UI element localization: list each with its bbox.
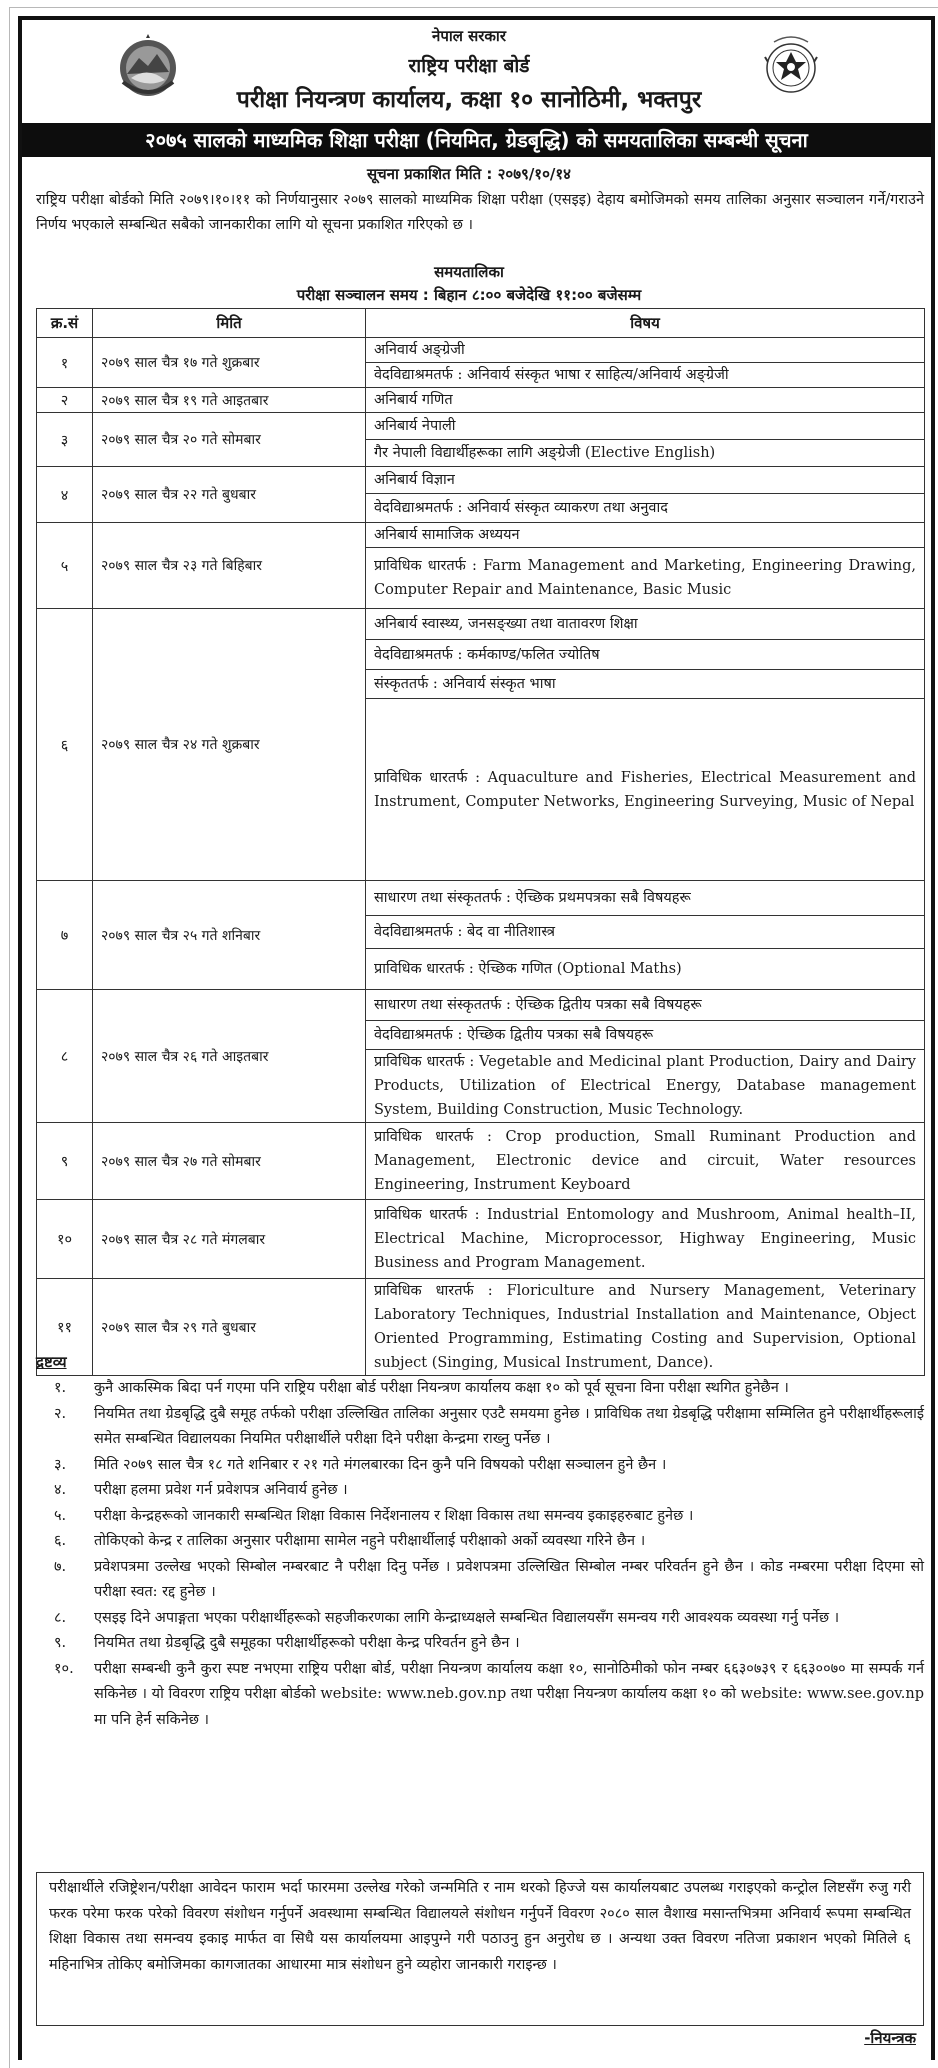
- exam-subject: वेदविद्याश्रमतर्फ : अनिवार्य संस्कृत भाषा र साहित्य/अनिवार्य अङ्ग्रेजी: [366, 363, 925, 388]
- exam-subject: प्राविधिक धारतर्फ : Farm Management and Marketing, Engineering Drawing, Computer Repair and Maintenance, Basic Music: [366, 548, 925, 609]
- note-text: मिति २०७९ साल चैत्र १८ गते शनिबार र २१ गते मंगलबारका दिन कुनै पनि विषयको परीक्षा सञ्चालन हुने छैन ।: [94, 1456, 667, 1473]
- serial-number: १: [37, 338, 93, 388]
- exam-date: २०७९ साल चैत्र २९ गते बुधबार: [93, 1279, 366, 1376]
- note-item: [36, 1453, 924, 1479]
- exam-subject: प्राविधिक धारतर्फ : Floriculture and Nursery Management, Veterinary Laboratory Techniques, Industrial Installation and Maintenance, Object Oriented Programming, Estimating Costing and Supervision, Optional subject (Singing, Musical Instrument, Dance).: [366, 1279, 925, 1376]
- note-item: [36, 1529, 924, 1555]
- serial-number: ९: [37, 1123, 93, 1200]
- note-item: [36, 1478, 924, 1504]
- exam-subject: वेदविद्याश्रमतर्फ : बेद वा नीतिशास्त्र: [366, 916, 925, 949]
- note-text: परीक्षा हलमा प्रवेश गर्न प्रवेशपत्र अनिवार्य हुनेछ ।: [94, 1482, 348, 1498]
- serial-number: ५: [37, 523, 93, 609]
- note-text: परीक्षा सम्बन्धी कुनै कुरा स्पष्ट नभएमा राष्ट्रिय परीक्षा बोर्ड, परीक्षा नियन्त्रण कार्यालय कक्षा १०, सानोठिमीको फोन नम्बर ६६३०७३९ र ६६३००७० मा सम्पर्क गर्न सकिनेछ । यो विवरण राष्ट्रिय परीक्षा बोर्डको website: www.neb.gov.np तथा परीक्षा नियन्त्रण कार्यालय कक्षा १० को website: www.see.gov.np मा पनि हेर्न सकिनेछ ।: [94, 1660, 924, 1728]
- note-number: ९.: [54, 1635, 67, 1651]
- note-item: [36, 1376, 924, 1402]
- table-row: [37, 990, 925, 1021]
- note-text: एसइइ दिने अपाङ्गता भएका परीक्षार्थीहरूको सहजीकरणका लागि केन्द्राध्यक्षले सम्बन्धित विद्यालयसँग समन्वय गरी आवश्यक व्यवस्था गर्नु पर्नेछ ।: [94, 1609, 840, 1626]
- correction-notice-box: परीक्षार्थीले रजिष्ट्रेशन/परीक्षा आवेदन फाराम भर्दा फारममा उल्लेख गरेको जन्ममिति र नाम थरको हिज्जे यस कार्यालयबाट उपलब्ध गराइएको कन्ट्रोल लिष्टसँग रुजु गरी फरक परेमा फरक परेको विवरण संशोधन गर्नुपर्ने अवस्थामा सम्बन्धित विद्यालयले संशोधन गर्नुपर्ने विवरण २०८० साल वैशाख मसान्तभित्रमा अनिवार्य रूपमा सम्बन्धित शिक्षा विकास तथा समन्वय इकाइ मार्फत वा सिधै यस कार्यालयमा आइपुग्ने गरी पठाउनु हुन अनुरोध छ । अन्यथा उक्त विवरण नतिजा प्रकाशन भएको मितिले ६ महिनाभित्र तोकिए बमोजिमका कागजातका आधारमा मात्र संशोधन हुने व्यहोरा जानकारी गराइन्छ ।: [36, 1872, 924, 2026]
- intro-paragraph: राष्ट्रिय परीक्षा बोर्डको मिति २०७९।१०।११ को निर्णयानुसार २०७९ सालको माध्यमिक शिक्षा परीक्षा (एसइइ) देहाय बमोजिमको समय तालिका अनुसार सञ्चालन गर्ने/गराउने निर्णय भएकाले सम्बन्धित सबैको जानकारीका लागि यो सूचना प्रकाशित गरिएको छ ।: [36, 192, 924, 233]
- exam-subject: अनिबार्य विज्ञान: [366, 467, 925, 494]
- serial-number: ११: [37, 1279, 93, 1376]
- note-item: [36, 1402, 924, 1453]
- exam-date: २०७९ साल चैत्र २६ गते आइतबार: [93, 990, 366, 1123]
- table-row: [37, 1200, 925, 1279]
- note-number: ४.: [54, 1482, 67, 1498]
- note-number: २.: [54, 1405, 67, 1422]
- exam-subject: वेदविद्याश्रमतर्फ : अनिवार्य संस्कृत व्याकरण तथा अनुवाद: [366, 494, 925, 523]
- exam-date: २०७९ साल चैत्र १७ गते शुक्रबार: [93, 338, 366, 388]
- note-text: परीक्षा केन्द्रहरूको जानकारी सम्बन्धित शिक्षा विकास निर्देशनालय र शिक्षा विकास तथा समन्वय इकाइहरुबाट हुनेछ ।: [94, 1507, 694, 1524]
- exam-subject: अनिबार्य सामाजिक अध्ययन: [366, 523, 925, 548]
- exam-date: २०७९ साल चैत्र २५ गते शनिबार: [93, 881, 366, 990]
- notes-title: द्रष्टव्य: [36, 1353, 67, 1371]
- schedule-title: समयतालिका: [434, 263, 504, 281]
- exam-date: २०७९ साल चैत्र २७ गते सोमबार: [93, 1123, 366, 1200]
- note-text: प्रवेशपत्रमा उल्लेख भएको सिम्बोल नम्बरबाट नै परीक्षा दिनु पर्नेछ । प्रवेशपत्रमा उल्लिखित सिम्बोल नम्बर परिवर्तन हुने छैन । कोड नम्बरमा परीक्षा दिएमा सो परीक्षा स्वत: रद्द हुनेछ ।: [94, 1558, 924, 1600]
- exam-subject: साधारण तथा संस्कृततर्फ : ऐच्छिक द्वितीय पत्रका सबै विषयहरू: [366, 990, 925, 1021]
- exam-subject: अनिबार्य स्वास्थ्य, जनसङ्ख्या तथा वातावरण शिक्षा: [366, 609, 925, 640]
- exam-date: २०७९ साल चैत्र २३ गते बिहिबार: [93, 523, 366, 609]
- exam-subject: प्राविधिक धारतर्फ : Industrial Entomology and Mushroom, Animal health–II, Electrical Machine, Microprocessor, Highway Engineering, Music Business and Program Management.: [366, 1200, 925, 1279]
- col-header-sn: क्र.सं: [37, 309, 93, 338]
- note-item: [36, 1504, 924, 1530]
- note-item: [36, 1631, 924, 1657]
- exam-subject: संस्कृततर्फ : अनिवार्य संस्कृत भाषा: [366, 670, 925, 699]
- exam-subject: वेदविद्याश्रमतर्फ : ऐच्छिक द्वितीय पत्रका सबै विषयहरू: [366, 1021, 925, 1050]
- exam-subject: प्राविधिक धारतर्फ : Aquaculture and Fisheries, Electrical Measurement and Instrument, Computer Networks, Engineering Surveying, Music of Nepal: [366, 699, 925, 881]
- exam-date: २०७९ साल चैत्र २४ गते शुक्रबार: [93, 609, 366, 881]
- note-number: ५.: [54, 1507, 67, 1524]
- table-row: [37, 609, 925, 640]
- note-item: [36, 1555, 924, 1606]
- note-number: ६.: [54, 1533, 67, 1549]
- exam-subject: अनिबार्य गणित: [366, 388, 925, 413]
- exam-subject: प्राविधिक धारतर्फ : Vegetable and Medicinal plant Production, Dairy and Dairy Products, Utilization of Electrical Energy, Database management System, Building Construction, Music Technology.: [366, 1050, 925, 1123]
- table-row: [37, 523, 925, 548]
- table-header-row: [37, 309, 925, 338]
- table-row: [37, 467, 925, 494]
- header-office: परीक्षा नियन्त्रण कार्यालय, कक्षा १० सानोठिमी, भक्तपुर: [236, 87, 702, 113]
- serial-number: ७: [37, 881, 93, 990]
- note-text: नियमित तथा ग्रेडबृद्धि दुबै समूहका परीक्षार्थीहरूको परीक्षा केन्द्र परिवर्तन हुने छैन ।: [94, 1635, 520, 1651]
- serial-number: ६: [37, 609, 93, 881]
- note-number: ७.: [54, 1558, 67, 1575]
- exam-date: २०७९ साल चैत्र २० गते सोमबार: [93, 413, 366, 467]
- note-text: तोकिएको केन्द्र र तालिका अनुसार परीक्षामा सामेल नहुने परीक्षार्थीलाई परीक्षाको अर्को व्यवस्था गरिने छैन ।: [94, 1533, 646, 1549]
- note-item: [36, 1606, 924, 1632]
- signature-controller: -नियन्त्रक: [864, 2029, 916, 2047]
- table-row: [37, 413, 925, 440]
- notes-list: [36, 1376, 924, 1733]
- exam-subject: गैर नेपाली विद्यार्थीहरूका लागि अङ्ग्रेजी (Elective English): [366, 440, 925, 467]
- note-number: १.: [54, 1380, 67, 1396]
- exam-date: २०७९ साल चैत्र २८ गते मंगलबार: [93, 1200, 366, 1279]
- exam-date: २०७९ साल चैत्र १९ गते आइतबार: [93, 388, 366, 413]
- serial-number: १०: [37, 1200, 93, 1279]
- table-row: [37, 1279, 925, 1376]
- col-header-date: मिति: [93, 309, 366, 338]
- note-item: [36, 1657, 924, 1734]
- note-number: १०.: [54, 1660, 74, 1677]
- serial-number: २: [37, 388, 93, 413]
- serial-number: ४: [37, 467, 93, 523]
- table-row: [37, 1123, 925, 1200]
- exam-date: २०७९ साल चैत्र २२ गते बुधबार: [93, 467, 366, 523]
- exam-subject: साधारण तथा संस्कृततर्फ : ऐच्छिक प्रथमपत्रका सबै विषयहरू: [366, 881, 925, 916]
- note-text: कुनै आकस्मिक बिदा पर्न गएमा पनि राष्ट्रिय परीक्षा बोर्ड परीक्षा नियन्त्रण कार्यालय कक्षा १० को पूर्व सूचना विना परीक्षा स्थगित हुनेछैन ।: [94, 1380, 789, 1396]
- serial-number: ८: [37, 990, 93, 1123]
- table-row: [37, 338, 925, 363]
- header-government: नेपाल सरकार: [432, 27, 506, 45]
- exam-subject: प्राविधिक धारतर्फ : Crop production, Small Ruminant Production and Management, Electronic device and circuit, Water resources Engineering, Instrument Keyboard: [366, 1123, 925, 1200]
- exam-subject: अनिवार्य अङ्ग्रेजी: [366, 338, 925, 363]
- exam-subject: प्राविधिक धारतर्फ : ऐच्छिक गणित (Optional Maths): [366, 949, 925, 990]
- header-board: राष्ट्रिय परीक्षा बोर्ड: [408, 55, 530, 77]
- exam-subject: अनिबार्य नेपाली: [366, 413, 925, 440]
- note-text: नियमित तथा ग्रेडबृद्धि दुबै समूह तर्फको परीक्षा उल्लिखित तालिका अनुसार एउटै समयमा हुनेछ । प्राविधिक तथा ग्रेडबृद्धि परीक्षामा सम्मिलित हुने परीक्षार्थीहरूलाई समेत सम्बन्धित विद्यालयका नियमित परीक्षार्थीले परीक्षा दिने परीक्षा केन्द्रमा राख्नु पर्नेछ ।: [94, 1405, 924, 1447]
- col-header-subject: विषय: [366, 309, 925, 338]
- serial-number: ३: [37, 413, 93, 467]
- exam-subject: वेदविद्याश्रमतर्फ : कर्मकाण्ड/फलित ज्योतिष: [366, 640, 925, 670]
- schedule-table: [36, 308, 925, 1376]
- published-date: सूचना प्रकाशित मिति : २०७९/१०/१४: [367, 165, 571, 183]
- table-row: [37, 388, 925, 413]
- exam-time: परीक्षा सञ्चालन समय : बिहान ८:०० बजेदेखि ११:०० बजेसम्म: [296, 286, 642, 304]
- notice-title-banner: २०७५ सालको माध्यमिक शिक्षा परीक्षा (नियमित, ग्रेडबृद्धि) को समयतालिका सम्बन्धी सूचना: [22, 123, 931, 157]
- note-number: ३.: [54, 1456, 67, 1473]
- note-number: ८.: [54, 1609, 67, 1626]
- table-row: [37, 881, 925, 916]
